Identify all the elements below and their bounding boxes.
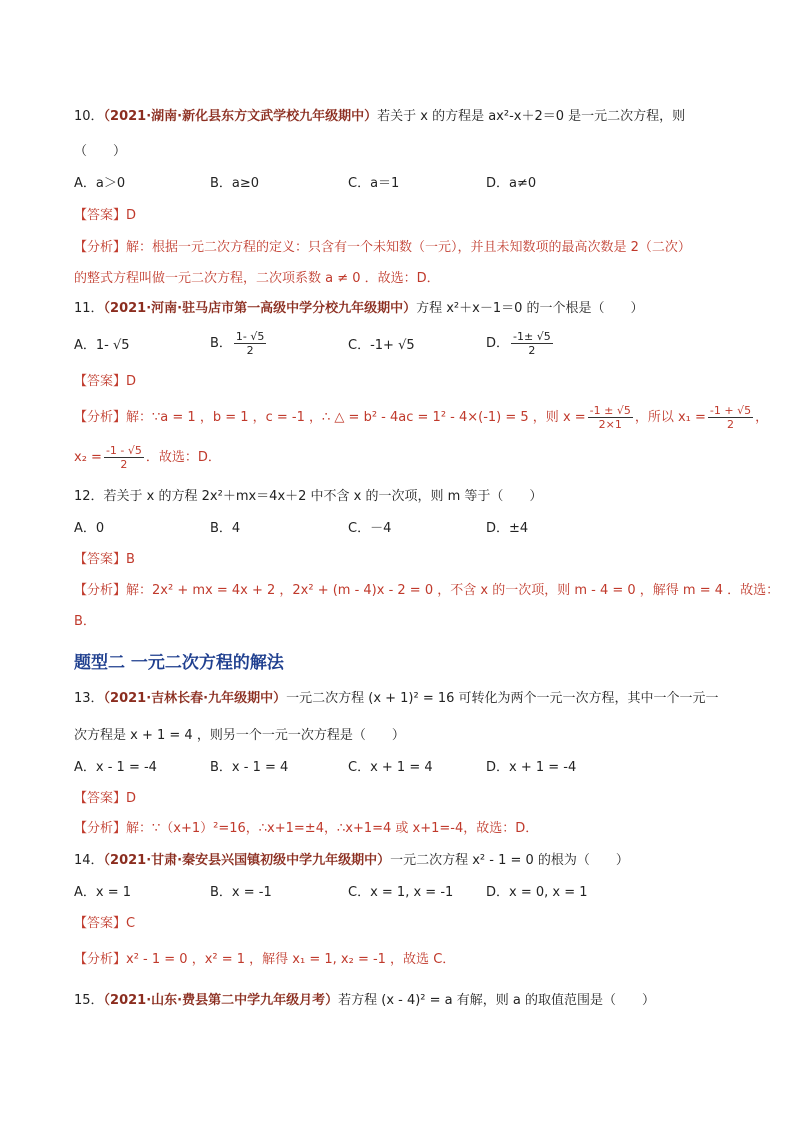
section-heading: 题型二 一元二次方程的解法 <box>74 653 284 673</box>
question-source: （2021·河南·驻马店市第一高级中学分校九年级期中） <box>103 301 417 316</box>
option-a: A．x = 1 <box>74 885 132 900</box>
question-number: 15． <box>74 993 104 1008</box>
analysis-text: x² - 1 = 0 ，x² = 1 ，解得 x₁ = 1, x₂ = -1 ，故选 C． <box>126 952 456 967</box>
question-text: 若方程 (x - 4)² = a 有解，则 a 的取值范围是（ ） <box>338 993 656 1008</box>
option-d <box>486 330 555 357</box>
question-text: 若关于 x 的方程是 ax²-x＋2＝0 是一元二次方程，则 <box>377 109 686 124</box>
answer-value: D <box>126 791 137 806</box>
analysis-text: ， <box>755 410 769 425</box>
option-a: A．1- √5 <box>74 338 130 353</box>
question-number: 10． <box>74 109 104 124</box>
question-text: 若关于 x 的方程 2x²＋mx＝4x＋2 中不含 x 的一次项，则 m 等于（ ） <box>103 489 543 504</box>
analysis-fraction <box>708 404 753 431</box>
question-15-stem <box>74 992 734 1010</box>
option-c: C．a＝1 <box>348 176 400 191</box>
answer-value: D <box>126 208 137 223</box>
option-d: D．x = 0, x = 1 <box>486 885 588 900</box>
option-b: B．x - 1 = 4 <box>210 760 289 775</box>
fraction-denominator: 2 <box>120 458 128 471</box>
analysis-line <box>74 820 734 838</box>
analysis-text: ，所以 x₁ = <box>634 410 706 425</box>
answer-line <box>74 551 734 569</box>
analysis-text: x₂ = <box>74 450 102 465</box>
answer-line <box>74 207 734 225</box>
question-text: 一元二次方程 x² - 1 = 0 的根为（ ） <box>390 853 629 868</box>
question-13-stem-cont: 次方程是 x + 1 = 4 ，则另一个一元一次方程是（ ） <box>74 728 405 743</box>
fraction-numerator: -1± √5 <box>513 330 551 343</box>
analysis-tag: 【分析】 <box>74 583 127 598</box>
fraction-numerator: -1 - √5 <box>105 444 142 457</box>
analysis-text-cont: 的整式方程叫做一元二次方程，二次项系数 a ≠ 0 ．故选：D． <box>74 271 440 286</box>
answer-tag: 【答案】 <box>74 916 127 931</box>
analysis-text: 解：根据一元二次方程的定义：只含有一个未知数（一元），并且未知数项的最高次数是 2（二次） <box>126 240 691 255</box>
analysis-line <box>74 404 769 431</box>
option-b: B．a≥0 <box>210 176 260 191</box>
analysis-tag: 【分析】 <box>74 240 127 255</box>
analysis-line <box>74 582 780 600</box>
answer-line <box>74 915 734 933</box>
option-b <box>210 330 268 357</box>
analysis-text: 解：2x² + mx = 4x + 2 ，2x² + (m - 4)x - 2 = 0 ，不含 x 的一次项，则 m - 4 = 0 ，解得 m = 4 ．故选： <box>126 583 780 598</box>
fraction-numerator: -1 ± √5 <box>589 404 631 417</box>
question-number: 14． <box>74 853 104 868</box>
answer-tag: 【答案】 <box>74 374 127 389</box>
analysis-text: 解：∵a = 1 ，b = 1 ，c = -1 ，∴ △ = b² - 4ac = 1² - 4×(-1) = 5 ，则 x = <box>126 410 586 425</box>
option-c: C．x = 1, x = -1 <box>348 885 454 900</box>
option-d: D．x + 1 = -4 <box>486 760 577 775</box>
analysis-line <box>74 951 734 969</box>
option-fraction <box>234 330 266 357</box>
option-c: C．－4 <box>348 521 392 536</box>
fraction-denominator: 2×1 <box>598 418 622 431</box>
analysis-fraction <box>104 444 144 471</box>
fraction-denominator: 2 <box>246 344 254 357</box>
option-fraction <box>511 330 553 357</box>
question-12-stem <box>74 488 734 506</box>
analysis-line <box>74 239 734 257</box>
option-a: A．a＞0 <box>74 176 126 191</box>
analysis-tag: 【分析】 <box>74 410 127 425</box>
question-source: （2021·甘肃·秦安县兴国镇初级中学九年级期中） <box>103 853 391 868</box>
question-10-stem <box>74 108 734 126</box>
fraction-numerator: -1 + √5 <box>709 404 752 417</box>
analysis-text: 解：∵（x+1）²=16，∴x+1=±4，∴x+1=4 或 x+1=-4，故选：D． <box>126 821 539 836</box>
answer-value: C <box>126 916 136 931</box>
analysis-tag: 【分析】 <box>74 952 127 967</box>
option-a: A．0 <box>74 521 105 536</box>
answer-value: D <box>126 374 137 389</box>
answer-tag: 【答案】 <box>74 208 127 223</box>
question-13-stem <box>74 690 734 708</box>
analysis-line-cont <box>74 444 734 471</box>
option-c: C．x + 1 = 4 <box>348 760 433 775</box>
question-text: 一元二次方程 (x + 1)² = 16 可转化为两个一元一次方程，其中一个一元一 <box>286 691 719 706</box>
question-10-paren: （ ） <box>74 144 127 159</box>
answer-tag: 【答案】 <box>74 552 127 567</box>
fraction-denominator: 2 <box>528 344 536 357</box>
analysis-text: ．故选：D． <box>145 450 221 465</box>
question-number: 13． <box>74 691 104 706</box>
question-11-stem <box>74 300 734 318</box>
question-source: （2021·湖南·新化县东方文武学校九年级期中） <box>103 109 378 124</box>
answer-line <box>74 790 734 808</box>
fraction-numerator: 1- √5 <box>235 330 265 343</box>
analysis-fraction <box>588 404 633 431</box>
option-d: D．a≠0 <box>486 176 537 191</box>
question-number: 11． <box>74 301 104 316</box>
option-b: B．x = -1 <box>210 885 272 900</box>
fraction-denominator: 2 <box>727 418 735 431</box>
question-source: （2021·吉林长春·九年级期中） <box>103 691 287 706</box>
option-d: D．±4 <box>486 521 529 536</box>
question-number: 12． <box>74 489 104 504</box>
option-b: B．4 <box>210 521 241 536</box>
option-a: A．x - 1 = -4 <box>74 760 157 775</box>
question-source: （2021·山东·费县第二中学九年级月考） <box>103 993 339 1008</box>
analysis-tag: 【分析】 <box>74 821 127 836</box>
question-14-stem <box>74 852 734 870</box>
option-c: C．-1+ √5 <box>348 338 415 353</box>
answer-tag: 【答案】 <box>74 791 127 806</box>
question-text: 方程 x²＋x－1＝0 的一个根是（ ） <box>416 301 644 316</box>
answer-value: B <box>126 552 135 567</box>
option-label: D． <box>486 336 510 351</box>
option-label: B． <box>210 336 232 351</box>
analysis-text-cont: B． <box>74 614 96 629</box>
answer-line <box>74 373 734 391</box>
